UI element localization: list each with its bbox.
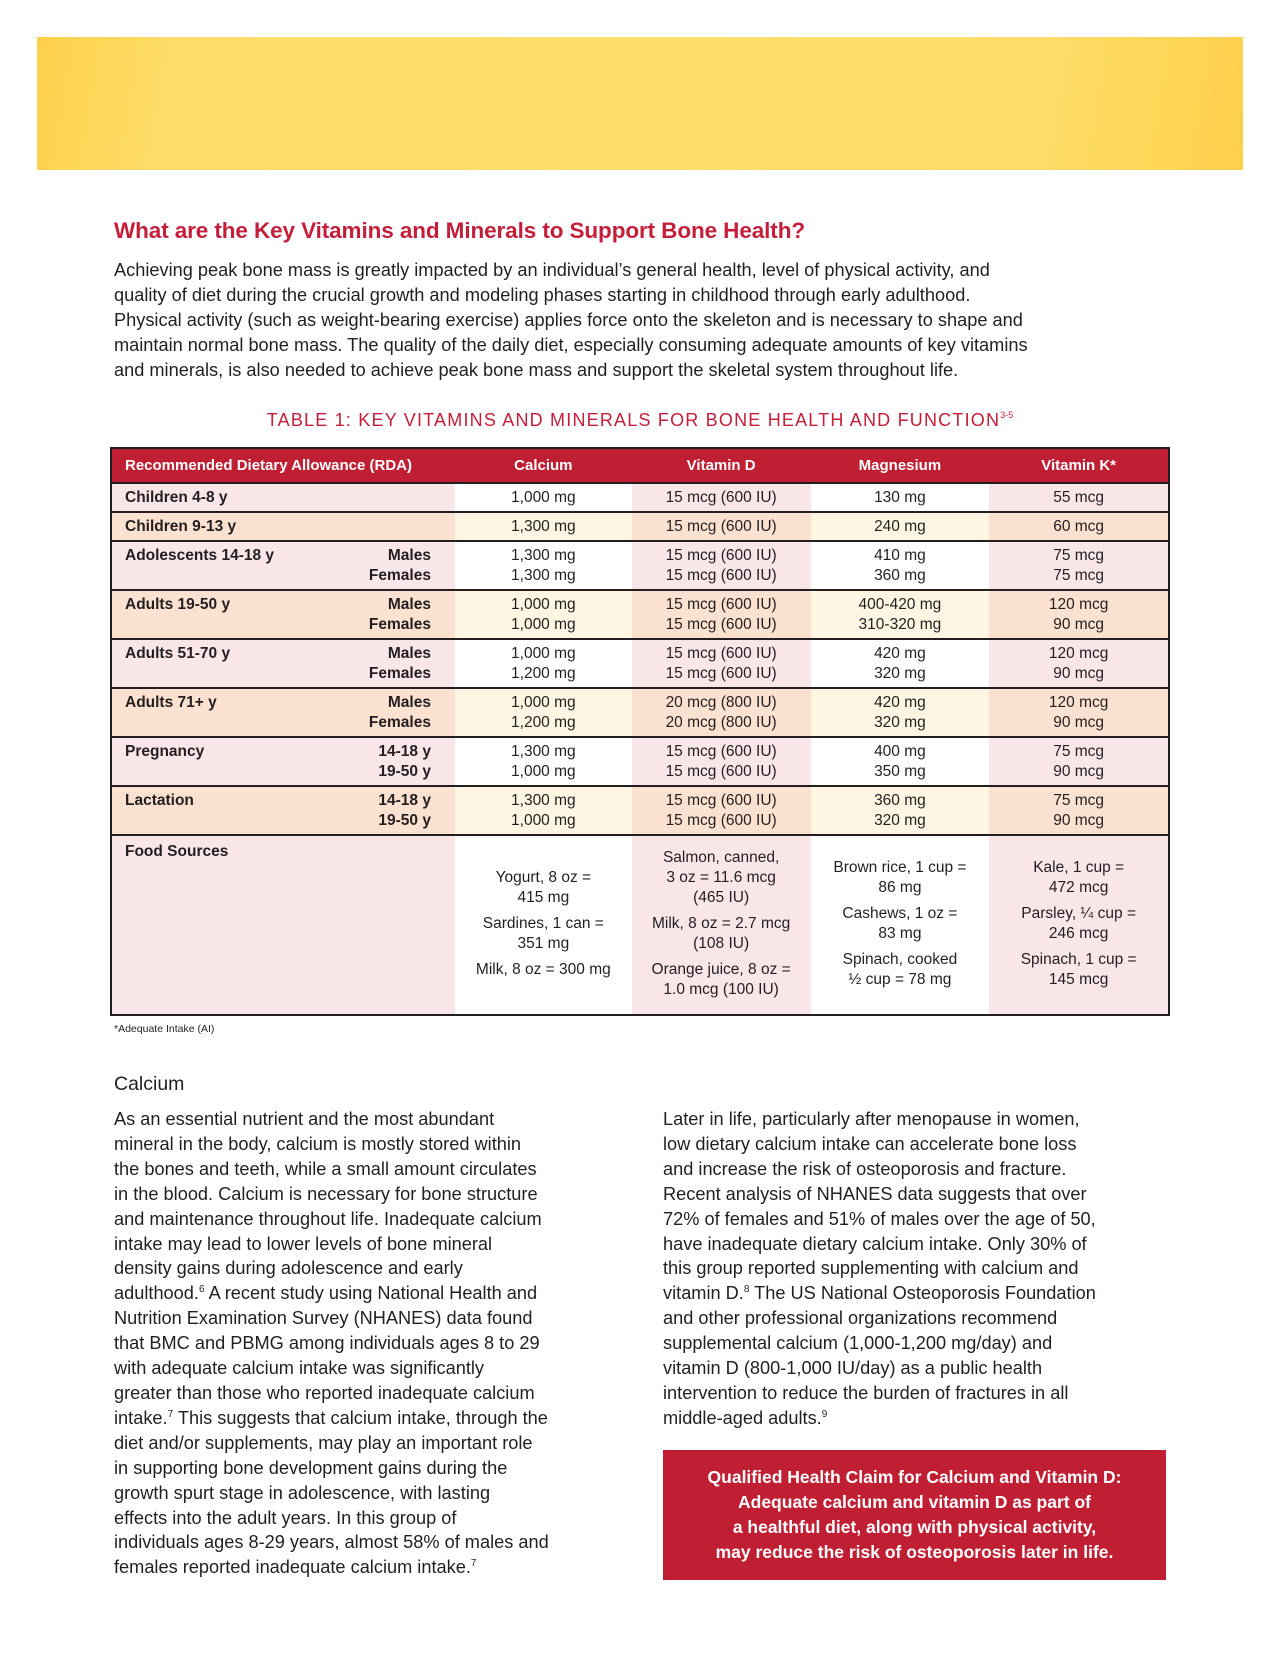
cell-value: 240 mg xyxy=(874,518,926,535)
header-banner xyxy=(37,37,1243,170)
body-text-line: and increase the risk of osteoporosis and fracture. xyxy=(663,1158,1067,1179)
cell-value: 1,000 mg xyxy=(511,694,576,711)
cell-value: 320 mg xyxy=(874,714,926,731)
vitamin-k-cell xyxy=(989,590,1169,639)
body-text-line: with adequate calcium intake was significantly xyxy=(114,1358,485,1379)
cell-value: 1,000 mg xyxy=(511,616,576,633)
body-text-line: As an essential nutrient and the most abundant xyxy=(114,1109,495,1129)
vitamin-d-cell xyxy=(632,512,811,541)
vitamin-k-food-cell xyxy=(989,835,1169,1015)
cell-value: 90 mcg xyxy=(1053,812,1105,829)
claim-line: may reduce the risk of osteoporosis later in life. xyxy=(715,1542,1114,1562)
citation-reference: 7 xyxy=(167,1408,174,1420)
table-row xyxy=(111,688,1169,737)
body-text-line: greater than those who reported inadequate calcium xyxy=(114,1382,535,1403)
cell-value: 20 mcg (800 IU) xyxy=(665,714,777,731)
body-text-line: Recent analysis of NHANES data suggests that over xyxy=(663,1183,1087,1204)
food-item xyxy=(817,858,984,898)
vitamin-d-food-cell xyxy=(632,835,811,1015)
cell-value: 410 mg xyxy=(874,547,926,564)
column-header-vitamin-k: Vitamin K* xyxy=(989,448,1169,483)
cell-value: 1,200 mg xyxy=(511,714,576,731)
body-text-line: intervention to reduce the burden of fractures in all xyxy=(663,1382,1069,1403)
cell-value: 55 mcg xyxy=(1053,489,1105,506)
vitamin-k-cell xyxy=(989,639,1169,688)
body-text-line: this group reported supplementing with calcium and xyxy=(663,1258,1079,1279)
cell-value: 1,000 mg xyxy=(511,812,576,829)
food-line: 86 mg xyxy=(878,879,922,896)
group-name: Lactation xyxy=(125,792,194,809)
table-caption-text: TABLE 1: KEY VITAMINS AND MINERALS FOR BONE HEALTH AND FUNCTION xyxy=(266,410,1001,430)
claim-line: Qualified Health Claim for Calcium and Vitamin D: xyxy=(707,1467,1122,1487)
group-name: Adolescents 14-18 y xyxy=(125,547,275,564)
food-item xyxy=(461,960,626,980)
food-line: 472 mcg xyxy=(1048,879,1109,896)
calcium-cell xyxy=(455,688,632,737)
table-row xyxy=(111,512,1169,541)
food-line: Milk, 8 oz = 300 mg xyxy=(475,961,611,978)
cell-value: 15 mcg (600 IU) xyxy=(665,547,777,564)
vitamin-k-cell xyxy=(989,512,1169,541)
magnesium-food-cell xyxy=(811,835,990,1015)
claim-line: Adequate calcium and vitamin D as part of xyxy=(738,1492,1091,1512)
subgroup-label: 19-50 y xyxy=(378,812,431,829)
cell-value: 15 mcg (600 IU) xyxy=(665,645,777,662)
food-item xyxy=(995,858,1162,898)
cell-value: 1,300 mg xyxy=(511,518,576,535)
vitamin-d-cell xyxy=(632,737,811,786)
group-name: Pregnancy xyxy=(125,743,205,760)
cell-value: 75 mcg xyxy=(1053,547,1105,564)
cell-value: 1,300 mg xyxy=(511,567,576,584)
food-line: Orange juice, 8 oz = xyxy=(651,961,791,978)
cell-value: 15 mcg (600 IU) xyxy=(665,596,777,613)
qualified-health-claim-box xyxy=(663,1450,1166,1580)
body-text-line: and maintenance throughout life. Inadequate calcium xyxy=(114,1208,542,1229)
calcium-cell xyxy=(455,737,632,786)
body-text-line: growth spurt stage in adolescence, with lasting xyxy=(114,1482,491,1503)
body-text-line: supplemental calcium (1,000-1,200 mg/day) and xyxy=(663,1333,1053,1354)
cell-value: 400 mg xyxy=(874,743,926,760)
food-item xyxy=(995,904,1162,944)
table-row xyxy=(111,541,1169,590)
food-line: 246 mcg xyxy=(1048,925,1109,942)
food-line: Salmon, canned, xyxy=(662,849,780,866)
table-row xyxy=(111,639,1169,688)
food-line: 3 oz = 11.6 mcg xyxy=(666,869,776,886)
food-item xyxy=(817,950,984,990)
group-name: Children 4-8 y xyxy=(125,489,228,506)
food-line: Parsley, ¼ cup = xyxy=(1021,905,1137,922)
intro-line: maintain normal bone mass. The quality of the daily diet, especially consuming adequate amounts of key vitamins xyxy=(114,335,1028,355)
intro-paragraph xyxy=(114,258,1174,383)
subgroup-label: Males xyxy=(387,596,431,613)
body-text-line: Later in life, particularly after menopause in women, xyxy=(663,1109,1080,1129)
intro-line: Physical activity (such as weight-bearing exercise) applies force onto the skeleton and is necessary to shape and xyxy=(114,310,1023,330)
calcium-cell xyxy=(455,512,632,541)
body-text-line: mineral in the body, calcium is mostly stored within xyxy=(114,1133,522,1154)
vitamin-d-cell xyxy=(632,483,811,512)
body-text-line: adulthood.$^6$ A recent study using National Health and xyxy=(114,1283,538,1304)
food-item xyxy=(461,868,626,908)
cell-value: 75 mcg xyxy=(1053,743,1105,760)
body-text-line: have inadequate dietary calcium intake. Only 30% of xyxy=(663,1233,1087,1254)
vitamin-d-cell xyxy=(632,688,811,737)
cell-value: 120 mcg xyxy=(1048,694,1109,711)
cell-value: 1,300 mg xyxy=(511,547,576,564)
body-text-line: Nutrition Examination Survey (NHANES) data found xyxy=(114,1308,533,1329)
rda-table xyxy=(110,447,1170,1016)
body-text-line: vitamin D.$^8$ The US National Osteoporosis Foundation xyxy=(663,1283,1096,1304)
row-label xyxy=(111,483,455,512)
column-header-calcium: Calcium xyxy=(455,448,632,483)
citation-reference: 7 xyxy=(470,1558,477,1570)
calcium-cell xyxy=(455,639,632,688)
cell-value: 15 mcg (600 IU) xyxy=(665,763,777,780)
food-line: 145 mcg xyxy=(1048,971,1109,988)
magnesium-cell xyxy=(811,590,990,639)
table-row xyxy=(111,483,1169,512)
cell-value: 310-320 mg xyxy=(858,616,942,633)
group-name: Children 9-13 y xyxy=(125,518,237,535)
calcium-cell xyxy=(455,541,632,590)
cell-value: 1,000 mg xyxy=(511,596,576,613)
body-text-line: vitamin D (800-1,000 IU/day) as a public health xyxy=(663,1358,1043,1379)
page-title: What are the Key Vitamins and Minerals to Support Bone Health? xyxy=(114,218,805,243)
vitamin-d-cell xyxy=(632,590,811,639)
cell-value: 15 mcg (600 IU) xyxy=(665,616,777,633)
body-text-line: and other professional organizations recommend xyxy=(663,1308,1058,1329)
body-text-line: that BMC and PBMG among individuals ages 8 to 29 xyxy=(114,1333,540,1354)
food-item xyxy=(638,848,805,908)
cell-value: 60 mcg xyxy=(1053,518,1105,535)
food-item xyxy=(995,950,1162,990)
vitamin-k-cell xyxy=(989,483,1169,512)
cell-value: 15 mcg (600 IU) xyxy=(665,567,777,584)
cell-value: 15 mcg (600 IU) xyxy=(665,665,777,682)
cell-value: 15 mcg (600 IU) xyxy=(665,792,777,809)
vitamin-d-cell xyxy=(632,541,811,590)
food-item xyxy=(638,960,805,1000)
food-sources-label: Food Sources xyxy=(111,835,455,1015)
food-line: Spinach, 1 cup = xyxy=(1020,951,1137,968)
vitamin-d-cell xyxy=(632,786,811,835)
row-label xyxy=(111,737,455,786)
table-body xyxy=(111,483,1169,1015)
cell-value: 1,300 mg xyxy=(511,792,576,809)
intro-line: Achieving peak bone mass is greatly impacted by an individual’s general health, level of physical activity, and xyxy=(114,260,990,280)
calcium-food-cell xyxy=(455,835,632,1015)
cell-value: 320 mg xyxy=(874,812,926,829)
row-label xyxy=(111,590,455,639)
food-line: Yogurt, 8 oz = xyxy=(495,869,592,886)
cell-value: 1,300 mg xyxy=(511,743,576,760)
food-sources-row xyxy=(111,835,1169,1015)
row-label xyxy=(111,639,455,688)
magnesium-cell xyxy=(811,688,990,737)
cell-value: 90 mcg xyxy=(1053,665,1105,682)
cell-value: 20 mcg (800 IU) xyxy=(665,694,777,711)
food-line: 1.0 mcg (100 IU) xyxy=(663,981,779,998)
row-label xyxy=(111,541,455,590)
group-name: Adults 71+ y xyxy=(125,694,217,711)
row-label xyxy=(111,786,455,835)
column-header-magnesium: Magnesium xyxy=(811,448,990,483)
cell-value: 90 mcg xyxy=(1053,763,1105,780)
subgroup-label: Males xyxy=(387,694,431,711)
intro-line: quality of diet during the crucial growth and modeling phases starting in childhood through early adulthood. xyxy=(114,285,971,305)
food-line: Sardines, 1 can = xyxy=(482,915,604,932)
food-line: (108 IU) xyxy=(693,935,750,952)
vitamin-k-cell xyxy=(989,737,1169,786)
vitamin-k-cell xyxy=(989,688,1169,737)
body-text-line: in supporting bone development gains during the xyxy=(114,1457,508,1478)
calcium-text-left-column xyxy=(114,1107,614,1580)
group-name: Adults 51-70 y xyxy=(125,645,231,662)
cell-value: 75 mcg xyxy=(1053,792,1105,809)
calcium-cell xyxy=(455,483,632,512)
cell-value: 90 mcg xyxy=(1053,616,1105,633)
claim-line: a healthful diet, along with physical activity, xyxy=(732,1517,1097,1537)
cell-value: 90 mcg xyxy=(1053,714,1105,731)
citation-reference: 9 xyxy=(821,1408,828,1420)
magnesium-cell xyxy=(811,737,990,786)
cell-value: 1,200 mg xyxy=(511,665,576,682)
subgroup-label: Females xyxy=(368,616,431,633)
subgroup-label: Females xyxy=(368,665,431,682)
body-text-line: females reported inadequate calcium intake.$^7$ xyxy=(114,1557,477,1578)
cell-value: 360 mg xyxy=(874,567,926,584)
subgroup-label: Females xyxy=(368,567,431,584)
row-label xyxy=(111,512,455,541)
cell-value: 120 mcg xyxy=(1048,645,1109,662)
body-text-line: density gains during adolescence and early xyxy=(114,1258,463,1279)
cell-value: 1,000 mg xyxy=(511,489,576,506)
body-text-line: the bones and teeth, while a small amount circulates xyxy=(114,1158,537,1179)
food-line: 415 mg xyxy=(517,889,570,906)
cell-value: 360 mg xyxy=(874,792,926,809)
table-header-row xyxy=(111,448,1169,483)
cell-value: 15 mcg (600 IU) xyxy=(665,743,777,760)
food-line: Cashews, 1 oz = xyxy=(842,905,958,922)
column-header-rda: Recommended Dietary Allowance (RDA) xyxy=(111,448,455,483)
cell-value: 320 mg xyxy=(874,665,926,682)
body-text-line: diet and/or supplements, may play an important role xyxy=(114,1432,533,1453)
intro-line: and minerals, is also needed to achieve peak bone mass and support the skeletal system throughout life. xyxy=(114,360,959,380)
calcium-cell xyxy=(455,786,632,835)
cell-value: 420 mg xyxy=(874,645,926,662)
table-caption xyxy=(110,410,1170,431)
vitamin-k-cell xyxy=(989,541,1169,590)
table-footnote: *Adequate Intake (AI) xyxy=(114,1023,215,1035)
citation-reference: 8 xyxy=(743,1284,750,1296)
food-item xyxy=(638,914,805,954)
table-row xyxy=(111,786,1169,835)
magnesium-cell xyxy=(811,639,990,688)
food-item xyxy=(817,904,984,944)
citation-reference: 6 xyxy=(198,1284,205,1296)
body-text-line: middle-aged adults.$^9$ xyxy=(663,1407,828,1428)
column-header-vitamin-d: Vitamin D xyxy=(632,448,811,483)
food-line: Spinach, cooked xyxy=(842,951,958,968)
cell-value: 420 mg xyxy=(874,694,926,711)
cell-value: 15 mcg (600 IU) xyxy=(665,518,777,535)
table-row xyxy=(111,590,1169,639)
cell-value: 15 mcg (600 IU) xyxy=(665,812,777,829)
food-line: 351 mg xyxy=(517,935,570,952)
cell-value: 130 mg xyxy=(874,489,926,506)
food-item xyxy=(461,914,626,954)
cell-value: 400-420 mg xyxy=(858,596,942,613)
food-line: (465 IU) xyxy=(693,889,750,906)
group-name: Adults 19-50 y xyxy=(125,596,231,613)
magnesium-cell xyxy=(811,512,990,541)
body-text-line: intake may lead to lower levels of bone mineral xyxy=(114,1233,493,1254)
body-text-line: effects into the adult years. In this group of xyxy=(114,1507,457,1528)
vitamin-k-cell xyxy=(989,786,1169,835)
cell-value: 75 mcg xyxy=(1053,567,1105,584)
cell-value: 120 mcg xyxy=(1048,596,1109,613)
food-line: Kale, 1 cup = xyxy=(1033,859,1125,876)
table-row xyxy=(111,737,1169,786)
table-caption-reference: 3-5 xyxy=(1000,410,1014,420)
subgroup-label: Males xyxy=(387,547,431,564)
section-heading-calcium: Calcium xyxy=(114,1073,185,1095)
cell-value: 15 mcg (600 IU) xyxy=(665,489,777,506)
food-line: 83 mg xyxy=(878,925,922,942)
subgroup-label: 14-18 y xyxy=(378,743,431,760)
magnesium-cell xyxy=(811,483,990,512)
body-text-line: intake.$^7$ This suggests that calcium intake, through the xyxy=(114,1407,548,1428)
food-line: Brown rice, 1 cup = xyxy=(833,859,967,876)
food-line: Milk, 8 oz = 2.7 mcg xyxy=(652,915,791,932)
body-text-line: low dietary calcium intake can accelerate bone loss xyxy=(663,1133,1077,1154)
body-text-line: in the blood. Calcium is necessary for bone structure xyxy=(114,1183,538,1204)
vitamin-d-cell xyxy=(632,639,811,688)
calcium-text-right-column xyxy=(663,1107,1173,1431)
subgroup-label: Males xyxy=(387,645,431,662)
body-text-line: 72% of females and 51% of males over the age of 50, xyxy=(663,1208,1096,1229)
cell-value: 1,000 mg xyxy=(511,763,576,780)
magnesium-cell xyxy=(811,786,990,835)
food-line: ½ cup = 78 mg xyxy=(848,971,952,988)
subgroup-label: 19-50 y xyxy=(378,763,431,780)
magnesium-cell xyxy=(811,541,990,590)
subgroup-label: 14-18 y xyxy=(378,792,431,809)
calcium-cell xyxy=(455,590,632,639)
cell-value: 350 mg xyxy=(874,763,926,780)
row-label xyxy=(111,688,455,737)
cell-value: 1,000 mg xyxy=(511,645,576,662)
body-text-line: individuals ages 8-29 years, almost 58% of males and xyxy=(114,1532,549,1553)
subgroup-label: Females xyxy=(368,714,431,731)
